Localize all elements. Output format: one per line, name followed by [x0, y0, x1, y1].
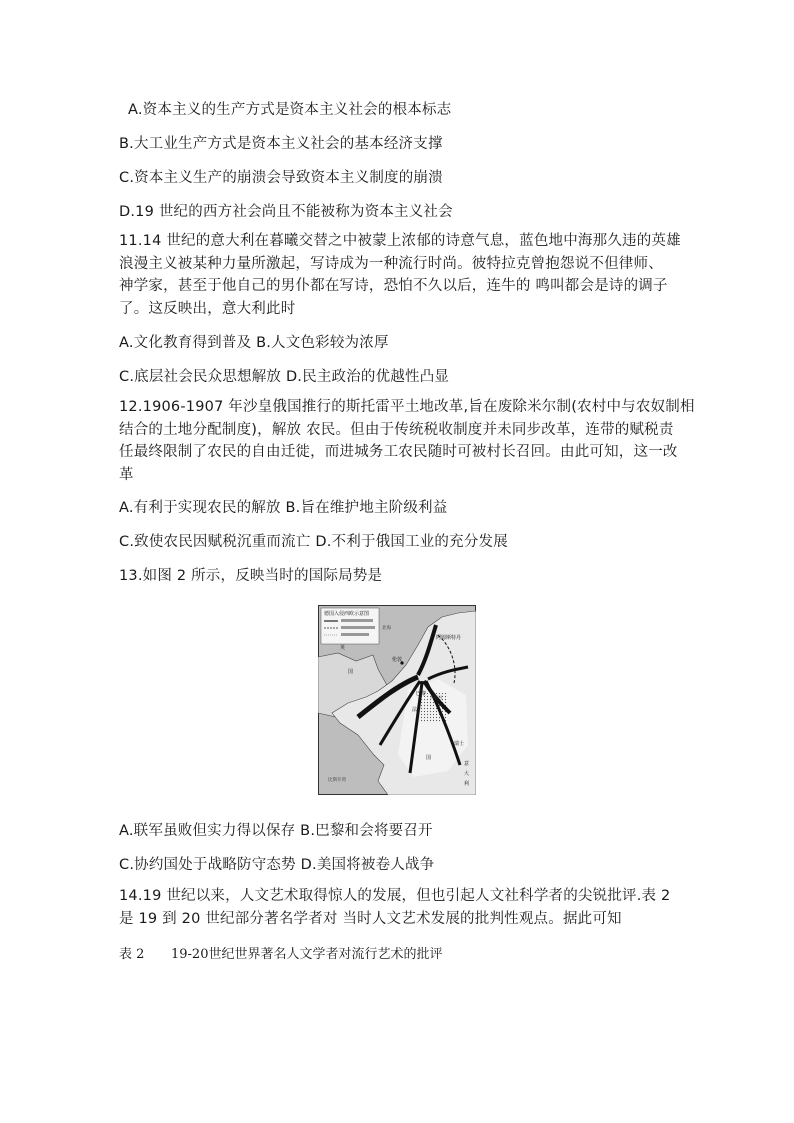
- figure-2-map: [318, 605, 476, 795]
- question-14-line: 是 19 到 20 世纪部分著名学者对 当时人文艺术发展的批判性观点。据此可知: [119, 910, 622, 927]
- map-label-biscay: 比斯开湾: [328, 778, 346, 783]
- map-label-france-1: 法: [412, 707, 418, 713]
- map-label-marne: 马恩河: [430, 695, 442, 700]
- option-b: B.大工业生产方式是资本主义社会的基本经济支撑: [119, 136, 443, 152]
- map-label-england-1: 英: [340, 645, 346, 651]
- map-label-north-sea: 北海: [382, 626, 391, 631]
- map-legend-text: [341, 633, 369, 636]
- question-12-line: 任最终限制了农民的自由迁徙，而进城务工农民随时可被村长召回。由此可知，这一改: [119, 444, 678, 460]
- map-label-france-2: 国: [426, 755, 432, 761]
- question-12-line: 12.1906-1907 年沙皇俄国推行的斯托雷平土地改革,旨在废除米尔制(农村中与农奴制相: [119, 399, 695, 415]
- question-11-line: 了。这反映出，意大利此时: [119, 300, 296, 317]
- question-12-options-cd: C.致使农民因赋税沉重而流亡 D.不利于俄国工业的充分发展: [119, 534, 508, 550]
- map-label-switzerland: 瑞士: [454, 741, 465, 747]
- map-label-amsterdam: 阿姆斯特丹: [436, 635, 462, 641]
- question-13-stem: 13.如图 2 所示，反映当时的国际局势是: [119, 568, 383, 584]
- map-label-london: 伦敦: [392, 657, 403, 663]
- question-12-stem: [119, 396, 695, 486]
- question-14-line: 14.19 世纪以来，人文艺术取得惊人的发展，但也引起人文社科学者的尖锐批评.表 2: [119, 888, 671, 904]
- question-11-options-cd: C.底层社会民众思想解放 D.民主政治的优越性凸显: [119, 369, 450, 385]
- map-city-paris: [420, 681, 424, 685]
- question-13-options-ab: A.联军虽败但实力得以保存 B.巴黎和会将要召开: [119, 823, 433, 839]
- question-11-line: 神学家，甚至于他自己的男仆都在写诗，恐怕不久以后，连牛的 鸣叫都会是诗的调子: [119, 278, 668, 294]
- option-d: D.19 世纪的西方社会尚且不能被称为资本主义社会: [119, 204, 453, 220]
- map-label-england-2: 国: [348, 669, 354, 675]
- option-c: C.资本主义生产的崩溃会导致资本主义制度的崩溃: [119, 170, 443, 186]
- map-label-italy-1: 意: [464, 761, 470, 767]
- map-title: 德国入侵西欧示意图: [324, 611, 370, 617]
- map-label-paris: 巴黎: [416, 691, 427, 697]
- map-legend-text: [341, 626, 375, 629]
- option-a: A.资本主义的生产方式是资本主义社会的根本标志: [128, 102, 452, 118]
- map-legend-text: [341, 619, 373, 622]
- question-13-options-cd: C.协约国处于战略防守态势 D.美国将被卷人战争: [119, 857, 435, 873]
- question-12-options-ab: A.有利于实现农民的解放 B.旨在维护地主阶级利益: [119, 500, 448, 516]
- map-label-italy-2: 大: [464, 771, 470, 777]
- question-12-line: 革: [119, 466, 134, 483]
- question-11-stem: [119, 230, 684, 320]
- table-caption: [119, 943, 442, 962]
- table-title: 19-20世纪世界著名人文学者对流行艺术的批评: [171, 947, 443, 962]
- question-12-line: 结合的土地分配制度)，解放 农民。但由于传统税收制度并未同步改革，连带的赋税责: [119, 421, 674, 438]
- question-11-line: 浪漫主义被某种力量所激起，写诗成为一种流行时尚。彼特拉克曾抱怨说不但律师、: [119, 255, 663, 272]
- map-label-italy-3: 利: [464, 781, 470, 787]
- question-11-options-ab: A.文化教育得到普及 B.人文色彩较为浓厚: [119, 335, 389, 351]
- table-number: 表 2: [119, 947, 145, 962]
- question-14-stem: [119, 885, 684, 930]
- question-11-line: 11.14 世纪的意大利在暮曦交替之中被蒙上浓郁的诗意气息，蓝色地中海那久违的英雄: [119, 233, 681, 249]
